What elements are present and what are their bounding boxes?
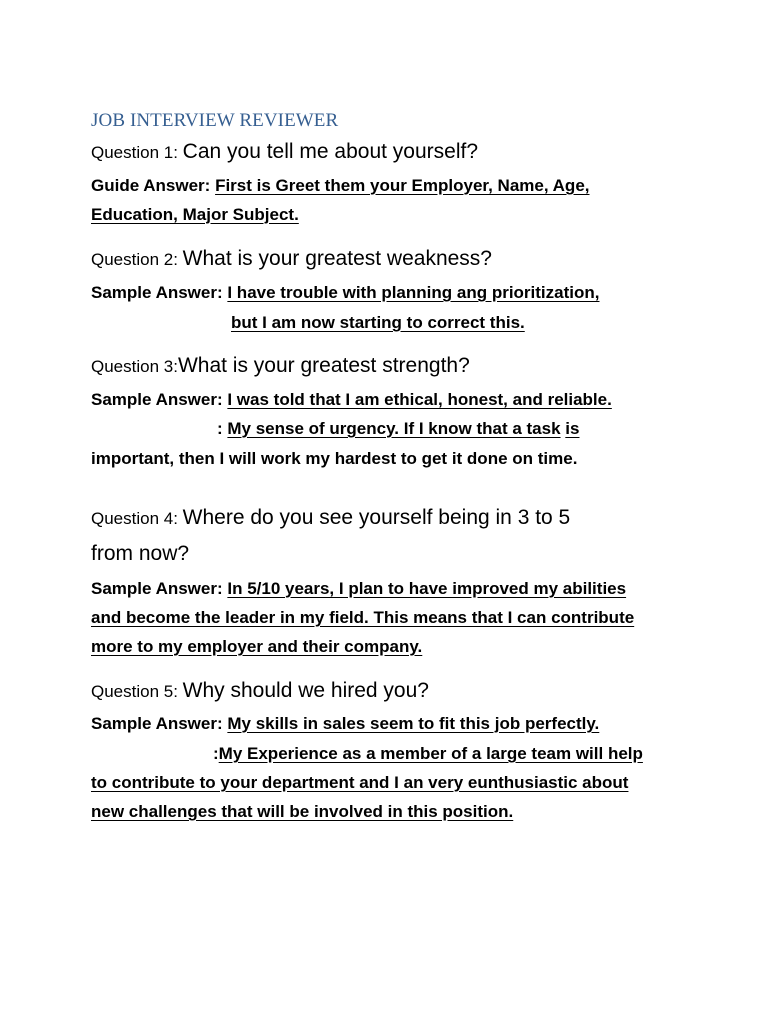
answer-3b-text: My sense of urgency. If I know that a task — [227, 419, 561, 438]
question-2-text: What is your greatest weakness? — [182, 247, 492, 270]
answer-5b-text-end: new challenges that will be involved in this position. — [91, 802, 514, 821]
answer-5b-prefix: : — [213, 744, 219, 763]
question-4-text: Where do you see yourself being in 3 to 5 — [182, 506, 571, 529]
question-3-text: What is your greatest strength? — [177, 354, 470, 377]
question-5-text: Why should we hired you? — [182, 679, 429, 702]
answer-5b-text: My Experience as a member of a large team will help — [218, 744, 643, 763]
answer-4-text-cont: and become the leader in my field. This means that I can contribute — [91, 608, 635, 627]
answer-1-text-cont: Education, Major Subject. — [91, 205, 299, 224]
answer-5b-line-2 — [91, 773, 628, 793]
question-4 — [91, 506, 570, 530]
answer-3-text: I was told that I am ethical, honest, and reliable. — [227, 390, 612, 409]
answer-5b-text-cont: to contribute to your department and I an very eunthusiastic about — [91, 773, 629, 792]
question-5-label: Question 5: — [91, 682, 183, 701]
answer-5-label: Sample Answer: — [91, 714, 228, 733]
answer-5b-line-1 — [213, 744, 643, 764]
answer-4-text-end: more to my employer and their company. — [91, 637, 423, 656]
answer-3-line-1 — [91, 390, 612, 410]
answer-4-line-3 — [91, 637, 422, 657]
answer-2-text: I have trouble with planning ang prioritization, — [227, 283, 600, 302]
answer-1-label: Guide Answer: — [91, 176, 216, 195]
question-2 — [91, 247, 492, 271]
answer-3b-text-cont: important, then I will work my hardest to get it done on time. — [91, 449, 578, 468]
question-4-label: Question 4: — [91, 509, 183, 528]
answer-5-text: My skills in sales seem to fit this job perfectly. — [227, 714, 600, 733]
answer-3b-line-2 — [91, 449, 577, 469]
question-3-label: Question 3: — [91, 357, 178, 376]
question-1-text: Can you tell me about yourself? — [182, 140, 479, 163]
answer-2-text-cont: but I am now starting to correct this. — [231, 313, 525, 332]
question-4-text-cont: from now? — [91, 542, 190, 565]
answer-2-line-2 — [231, 313, 525, 333]
question-1-label: Question 1: — [91, 143, 183, 162]
answer-5-line-1 — [91, 714, 599, 734]
answer-4-label: Sample Answer: — [91, 579, 228, 598]
answer-3-label: Sample Answer: — [91, 390, 228, 409]
question-5 — [91, 679, 429, 703]
answer-2-line-1 — [91, 283, 599, 303]
question-2-label: Question 2: — [91, 250, 183, 269]
answer-4-line-1 — [91, 579, 626, 599]
question-3 — [91, 354, 470, 378]
document-title: JOB INTERVIEW REVIEWER — [91, 110, 339, 131]
question-4-line-2 — [91, 542, 189, 566]
answer-2-label: Sample Answer: — [91, 283, 228, 302]
question-1 — [91, 140, 478, 164]
answer-1-line-1 — [91, 176, 590, 196]
answer-1-text: First is Greet them your Employer, Name, Age, — [215, 176, 590, 195]
answer-1-line-2 — [91, 205, 299, 225]
answer-4-text: In 5/10 years, I plan to have improved my abilities — [227, 579, 627, 598]
answer-3b-prefix: : — [217, 419, 228, 438]
answer-3b-text-end: is — [565, 419, 580, 438]
answer-4-line-2 — [91, 608, 634, 628]
answer-5b-line-3 — [91, 802, 513, 822]
answer-3b-line-1 — [217, 419, 579, 439]
